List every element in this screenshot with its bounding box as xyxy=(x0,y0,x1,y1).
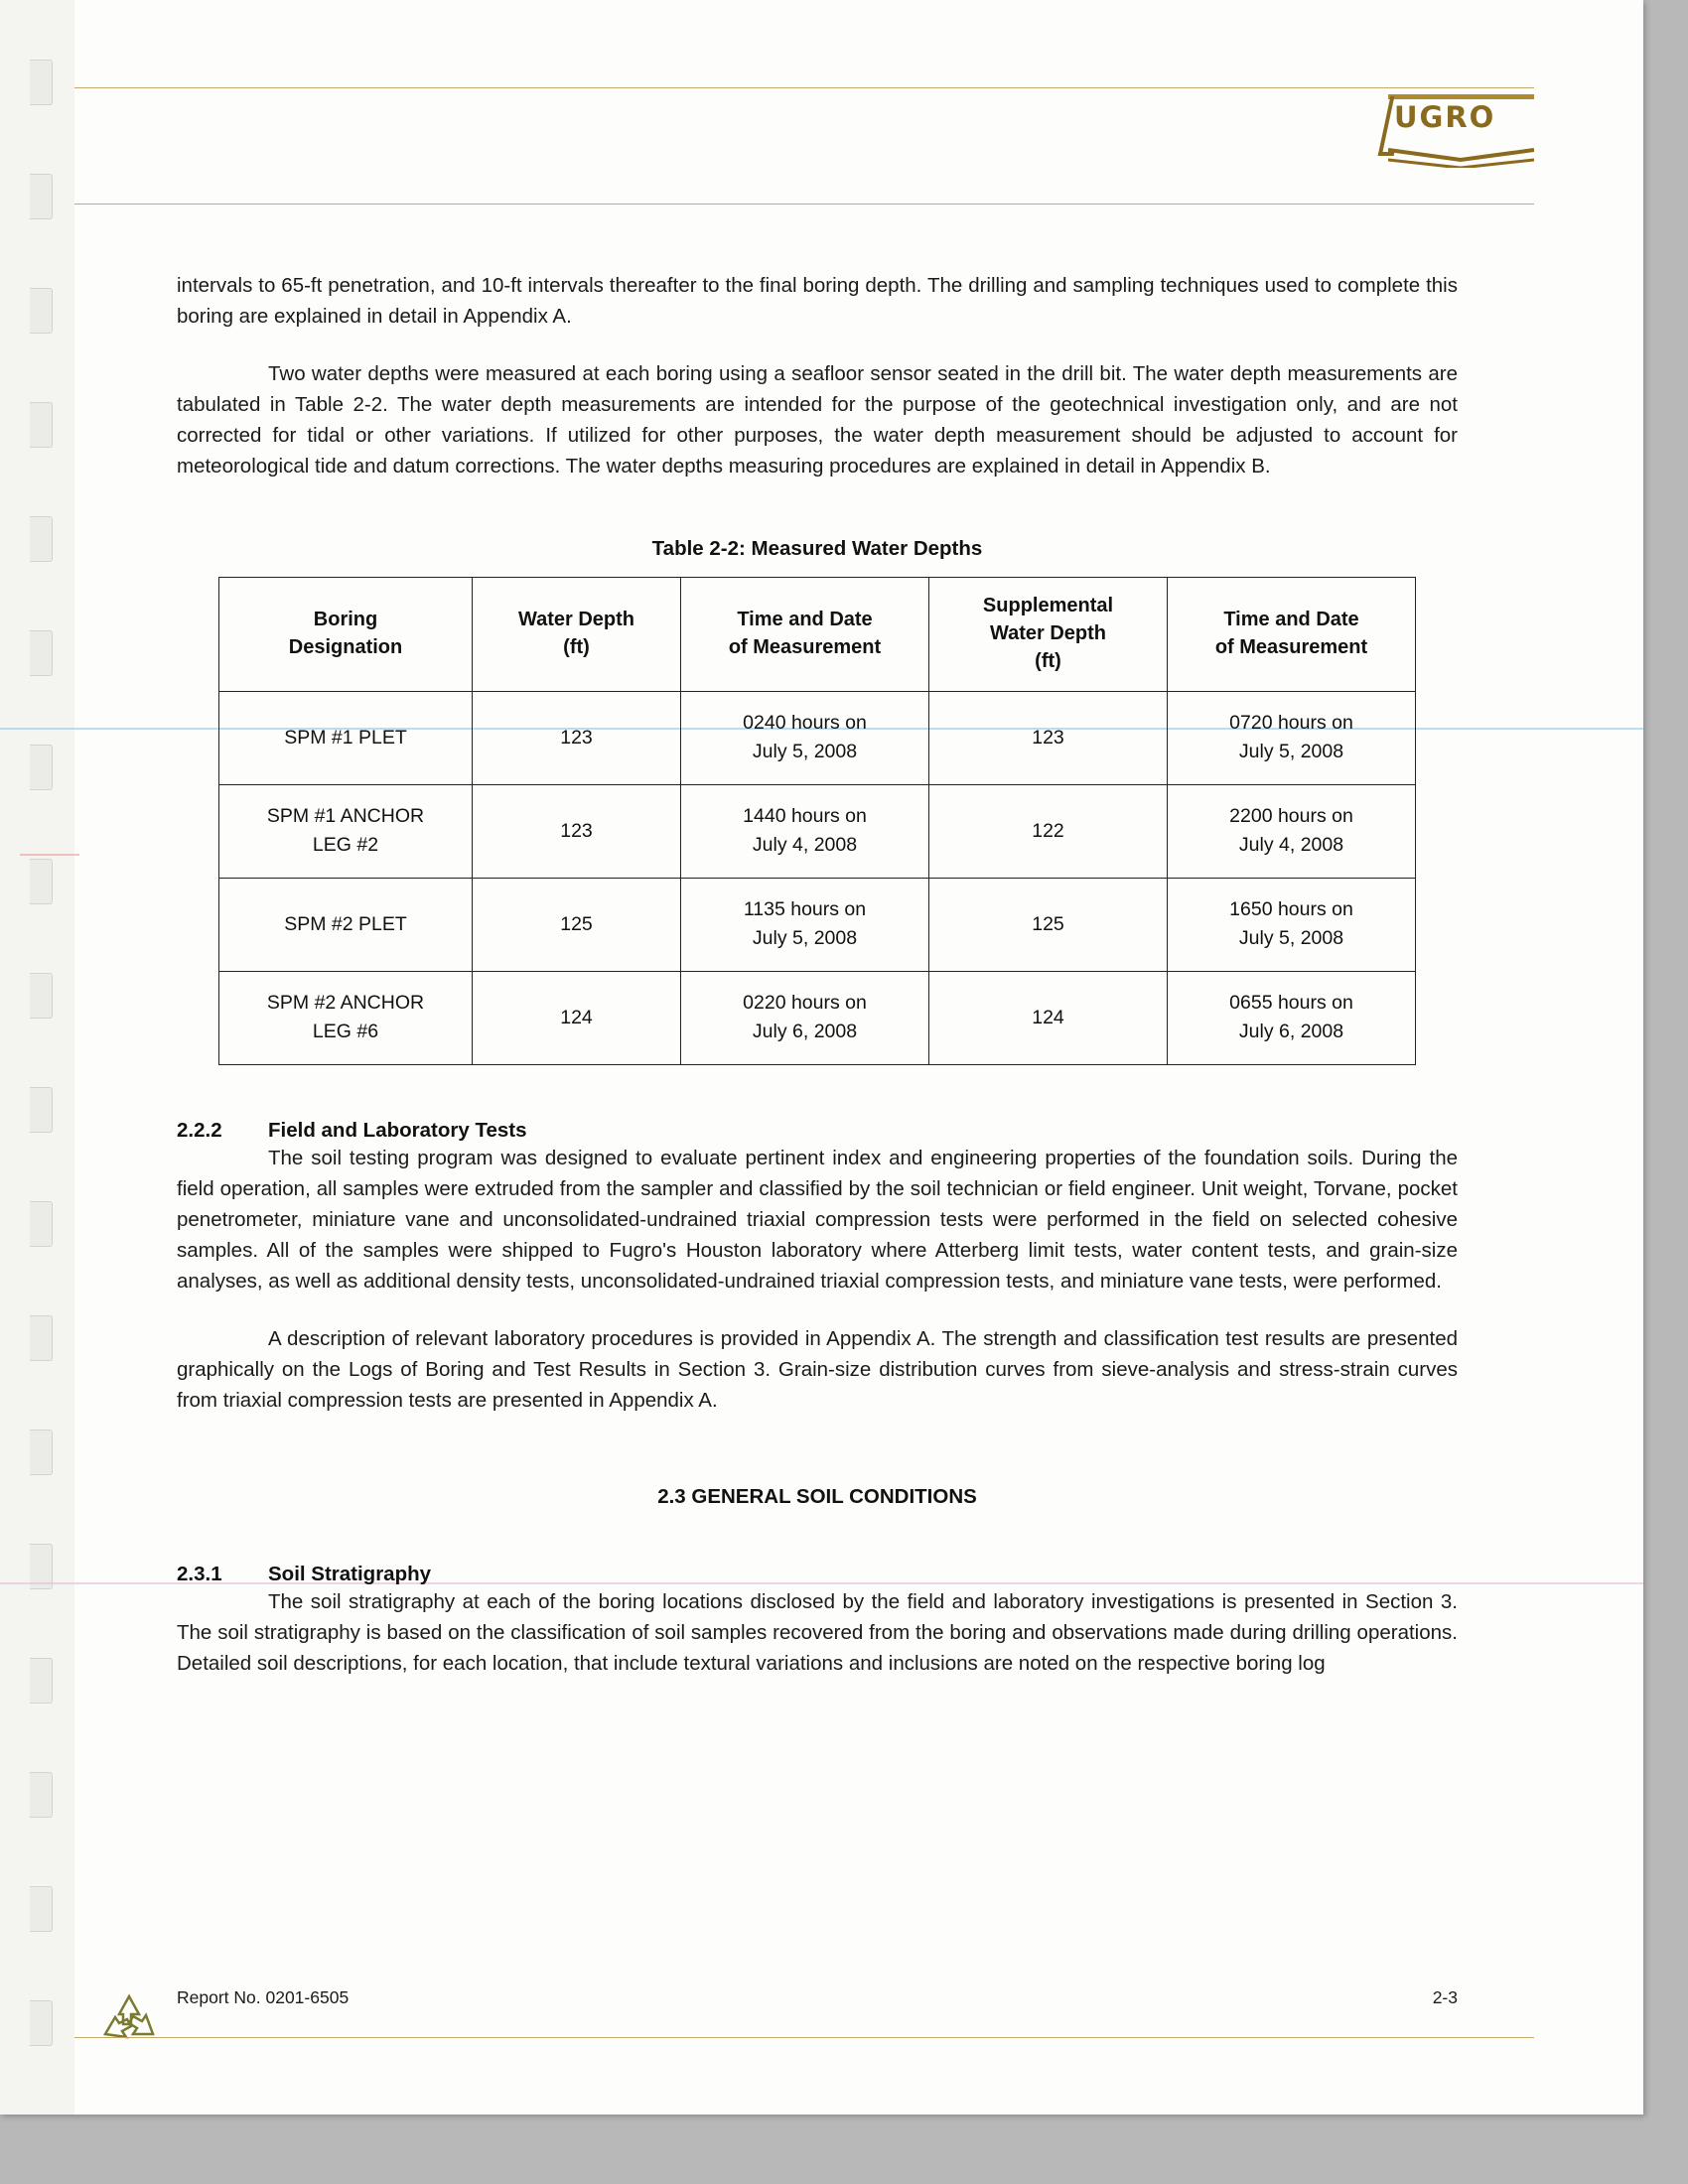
document-content xyxy=(177,270,1458,1679)
paragraph-5: The soil stratigraphy at each of the boring locations disclosed by the field and laboratory investigations is presented in Section 3. The soil stratigraphy is based on the classification of soil samples recovered from the boring and observations made during drilling operations. Detailed soil descriptions, for each location, that include textural variations and inclusions are noted on the respective boring log xyxy=(177,1590,1458,1675)
table-row xyxy=(219,972,1416,1065)
cell-supplemental-depth: 123 xyxy=(929,692,1168,785)
column-header-time-and-date-1: Time and Date of Measurement xyxy=(681,578,929,692)
cell-time-date-2: 0655 hours on July 6, 2008 xyxy=(1168,972,1416,1065)
table-row xyxy=(219,692,1416,785)
cell-boring-designation: SPM #1 ANCHOR LEG #2 xyxy=(219,785,473,879)
cell-time-date-1: 1135 hours on July 5, 2008 xyxy=(681,879,929,972)
cell-boring-designation: SPM #2 PLET xyxy=(219,879,473,972)
punch-hole xyxy=(30,1087,53,1133)
table-row xyxy=(219,785,1416,879)
page-number: 2-3 xyxy=(1432,1987,1458,2007)
scan-artifact-line xyxy=(20,854,79,856)
fugro-logo-icon xyxy=(1370,94,1534,172)
header-rule-bottom xyxy=(74,204,1534,205)
cell-time-date-2: 0720 hours on July 5, 2008 xyxy=(1168,692,1416,785)
cell-supplemental-depth: 122 xyxy=(929,785,1168,879)
section-heading-2-3: 2.3 GENERAL SOIL CONDITIONS xyxy=(657,1485,977,1508)
paragraph-1: intervals to 65-ft penetration, and 10-ft intervals thereafter to the final boring depth. The drilling and sampling techniques used to complete this boring are explained in detail in Appendix A. xyxy=(177,274,1458,328)
column-header-supplemental-water-depth: Supplemental Water Depth (ft) xyxy=(929,578,1168,692)
cell-boring-designation: SPM #2 ANCHOR LEG #6 xyxy=(219,972,473,1065)
punch-hole xyxy=(30,745,53,790)
punch-hole xyxy=(30,1430,53,1475)
table-row xyxy=(219,879,1416,972)
table-header-row xyxy=(219,578,1416,692)
cell-time-date-2: 1650 hours on July 5, 2008 xyxy=(1168,879,1416,972)
cell-boring-designation: SPM #1 PLET xyxy=(219,692,473,785)
punch-hole xyxy=(30,516,53,562)
section-heading-2-2-2 xyxy=(177,1119,1458,1143)
section-number: 2.3.1 xyxy=(177,1563,222,1585)
column-header-water-depth: Water Depth (ft) xyxy=(473,578,681,692)
punch-hole xyxy=(30,174,53,219)
footer-rule xyxy=(74,2037,1534,2038)
punch-hole xyxy=(30,973,53,1019)
logo-wave-icon xyxy=(1388,146,1534,168)
punch-hole xyxy=(30,2000,53,2046)
paragraph-2: Two water depths were measured at each boring using a seafloor sensor seated in the drill bit. The water depth measurements are tabulated in Table 2-2. The water depth measurements are intended for the purpose of the geotechnical investigation only, and are not corrected for tidal or other variations. If utilized for other purposes, the water depth measurement should be adjusted to account for meteorological tide and datum corrections. The water depths measuring procedures are explained in detail in Appendix B. xyxy=(177,362,1458,478)
paragraph-4: A description of relevant laboratory procedures is provided in Appendix A. The strength and classification test results are presented graphically on the Logs of Boring and Test Results in Section 3. Grain-size distribution curves from sieve-analysis and stress-strain curves from triaxial compression tests are presented in Appendix A. xyxy=(177,1327,1458,1412)
cell-time-date-2: 2200 hours on July 4, 2008 xyxy=(1168,785,1416,879)
cell-time-date-1: 0220 hours on July 6, 2008 xyxy=(681,972,929,1065)
punch-hole xyxy=(30,859,53,904)
punch-hole xyxy=(30,1772,53,1818)
punch-hole xyxy=(30,630,53,676)
cell-supplemental-depth: 125 xyxy=(929,879,1168,972)
cell-time-date-1: 0240 hours on July 5, 2008 xyxy=(681,692,929,785)
page-footer xyxy=(177,1987,1458,2008)
cell-water-depth: 123 xyxy=(473,785,681,879)
punch-hole xyxy=(30,1201,53,1247)
punch-hole xyxy=(30,402,53,448)
column-header-boring-designation: Boring Designation xyxy=(219,578,473,692)
section-title: Field and Laboratory Tests xyxy=(268,1119,527,1142)
column-header-time-and-date-2: Time and Date of Measurement xyxy=(1168,578,1416,692)
cell-water-depth: 123 xyxy=(473,692,681,785)
punch-hole xyxy=(30,288,53,334)
section-heading-2-3-1 xyxy=(177,1563,1458,1586)
cell-water-depth: 124 xyxy=(473,972,681,1065)
recycle-icon xyxy=(99,1990,159,2042)
punch-hole xyxy=(30,1886,53,1932)
cell-time-date-1: 1440 hours on July 4, 2008 xyxy=(681,785,929,879)
header-rule-top xyxy=(74,87,1534,88)
logo-wordmark: UGRO xyxy=(1394,100,1496,134)
report-number: Report No. 0201-6505 xyxy=(177,1987,350,2007)
cell-water-depth: 125 xyxy=(473,879,681,972)
cell-supplemental-depth: 124 xyxy=(929,972,1168,1065)
paragraph-3: The soil testing program was designed to evaluate pertinent index and engineering properties of the foundation soils. During the field operation, all samples were extruded from the sampler and classified by the soil technician or field engineer. Unit weight, Torvane, pocket penetrometer, miniature vane and unconsolidated-undrained triaxial compression tests were performed in the field on selected cohesive samples. All of the samples were shipped to Fugro's Houston laboratory where Atterberg limit tests, water content tests, and grain-size analyses, as well as additional density tests, unconsolidated-undrained triaxial compression tests, and miniature vane tests, were performed. xyxy=(177,1147,1458,1293)
punch-hole xyxy=(30,1315,53,1361)
section-title: Soil Stratigraphy xyxy=(268,1563,432,1585)
section-number: 2.2.2 xyxy=(177,1119,222,1142)
punch-hole xyxy=(30,60,53,105)
punch-hole xyxy=(30,1658,53,1704)
measured-water-depths-table xyxy=(218,577,1416,1065)
table-caption: Table 2-2: Measured Water Depths xyxy=(651,537,983,560)
